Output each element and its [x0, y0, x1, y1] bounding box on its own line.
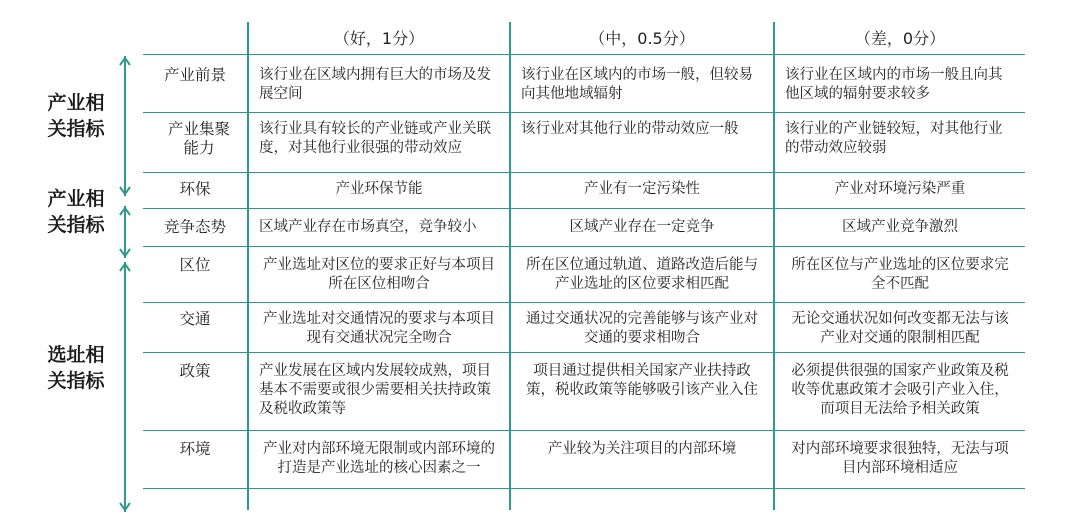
- cell-good: 产业发展在区域内发展较成熟，项目基本不需要或很少需要相关扶持政策及税收政策等: [259, 363, 491, 417]
- row-label: 政策: [179, 362, 211, 380]
- cell-mid: 区域产业存在一定竞争: [569, 219, 715, 235]
- group-label-site: 选址相 关指标: [47, 344, 105, 392]
- cell-bad: 对内部环境要求很独特，无法与项目内部环境相适应: [791, 441, 1009, 476]
- cell-mid: 产业较为关注项目的内部环境: [547, 441, 737, 457]
- cell-good: 区域产业存在市场真空，竞争较小: [259, 219, 477, 235]
- cell-mid: 项目通过提供相关国家产业扶持政策，税收政策等能够吸引该产业入住: [526, 363, 758, 398]
- cell-bad: 该行业在区域内的市场一般且向其他区域的辐射要求较多: [785, 67, 1003, 102]
- cell-mid: 产业有一定污染性: [584, 181, 700, 197]
- cell-good: 该行业在区域内拥有巨大的市场及发展空间: [259, 67, 491, 102]
- cell-good: 产业选址对交通情况的要求与本项目现有交通状况完全吻合: [263, 311, 495, 346]
- row-label: 区位: [179, 256, 211, 274]
- row-label: 环保: [179, 180, 211, 198]
- cell-mid: 所在区位通过轨道、道路改造后能与产业选址的区位要求相匹配: [526, 257, 758, 292]
- row-label: 产业集聚能力: [167, 120, 230, 157]
- header-mid: （中，0.5分）: [589, 29, 695, 48]
- group-label-industry-1: 产业相 关指标: [47, 92, 105, 140]
- row-label: 环境: [179, 440, 211, 458]
- cell-mid: 该行业在区域内的市场一般，但较易向其他地域辐射: [521, 67, 753, 102]
- cell-bad: 产业对环境污染严重: [834, 181, 966, 197]
- cell-good: 产业环保节能: [335, 181, 423, 197]
- cell-bad: 无论交通状况如何改变都无法与该产业对交通的限制相匹配: [791, 311, 1009, 346]
- header-good: （好，1分）: [333, 29, 425, 48]
- criteria-table: [143, 22, 1025, 510]
- row-label: 交通: [179, 310, 211, 328]
- cell-bad: 必须提供很强的国家产业政策及税收等优惠政策才会吸引产业入住，而项目无法给予相关政策: [791, 363, 1009, 417]
- bracket-arrow-site: [120, 262, 130, 512]
- cell-bad: 区域产业竞争激烈: [842, 219, 958, 235]
- group-label-industry-2: 产业相 关指标: [47, 188, 105, 236]
- row-label: 竞争态势: [163, 218, 226, 236]
- cell-good: 产业对内部环境无限制或内部环境的打造是产业选址的核心因素之一: [263, 441, 495, 476]
- bracket-arrow-industry-2: [120, 206, 130, 258]
- row-label: 产业前景: [163, 66, 226, 84]
- cell-bad: 所在区位与产业选址的区位要求完全不匹配: [791, 257, 1009, 292]
- cell-mid: 该行业对其他行业的带动效应一般: [521, 121, 739, 137]
- cell-good: 该行业具有较长的产业链或产业关联度，对其他行业很强的带动效应: [259, 121, 491, 156]
- bracket-arrow-industry-1: [120, 56, 130, 196]
- cell-mid: 通过交通状况的完善能够与该产业对交通的要求相吻合: [526, 311, 758, 346]
- cell-bad: 该行业的产业链较短，对其他行业的带动效应较弱: [785, 121, 1003, 156]
- header-bad: （差，0分）: [854, 29, 946, 48]
- cell-good: 产业选址对区位的要求正好与本项目所在区位相吻合: [263, 257, 495, 292]
